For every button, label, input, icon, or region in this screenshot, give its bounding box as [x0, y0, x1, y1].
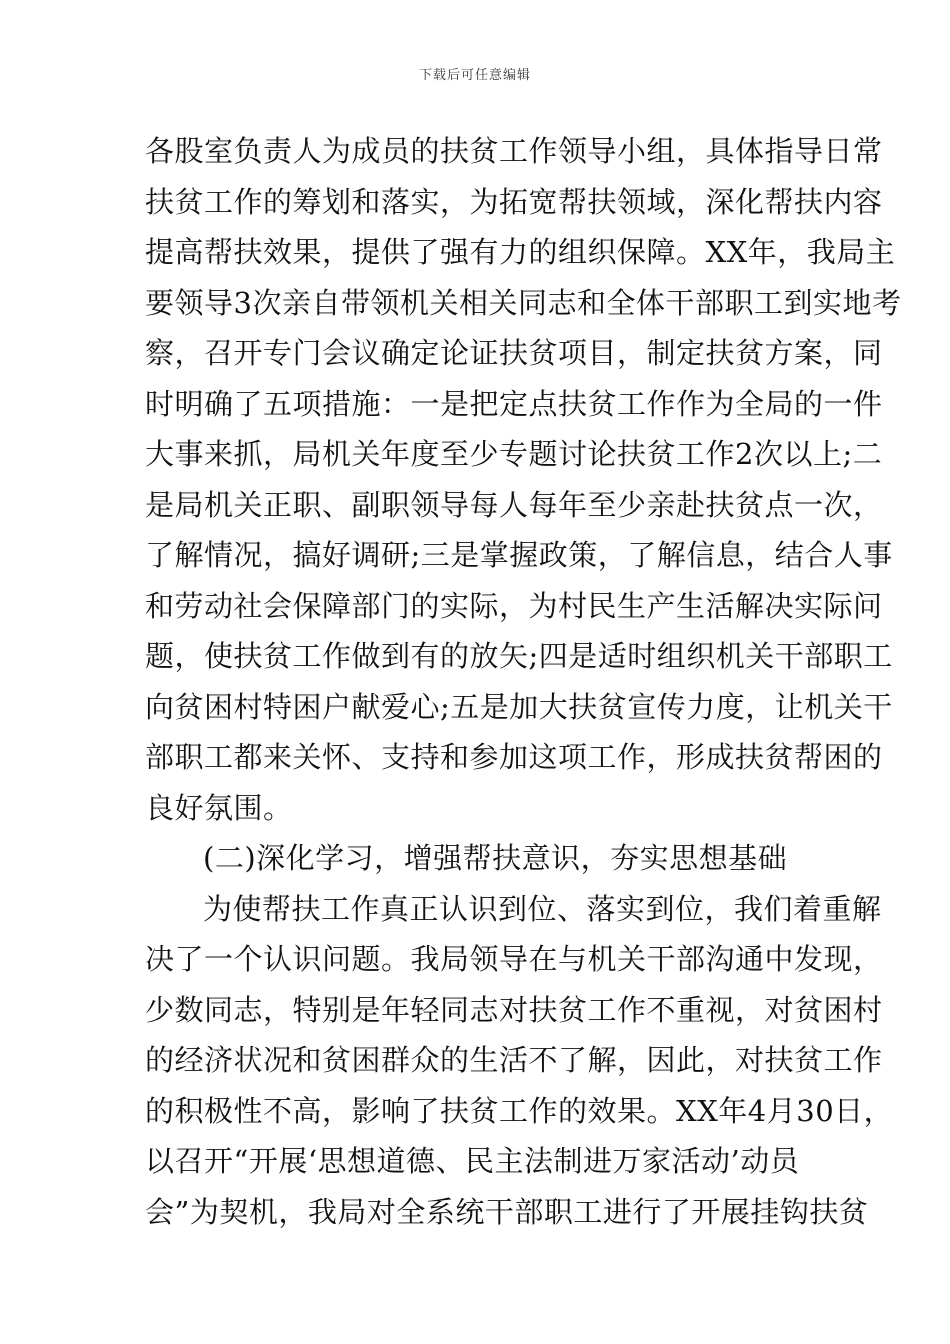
text-line: 时明确了五项措施：一是把定点扶贫工作作为全局的一件 [145, 386, 883, 421]
text-line: 各股室负责人为成员的扶贫工作领导小组，具体指导日常 [145, 134, 883, 168]
text-line: 为使帮扶工作真正认识到位、落实到位，我们着重解 [203, 891, 882, 926]
text-line: 提高帮扶效果，提供了强有力的组织保障。XX年，我局主 [145, 235, 896, 269]
text-line: 是局机关正职、副职领导每人每年至少亲赴扶贫点一次， [145, 487, 883, 522]
body-text [145, 126, 902, 1237]
text-line: 决了一个认识问题。我局领导在与机关干部沟通中发现， [145, 942, 883, 976]
text-line: 察，召开专门会议确定论证扶贫项目，制定扶贫方案，同 [145, 336, 883, 370]
text-line: 以召开“开展‘思想道德、民主法制进万家活动’动员 [145, 1144, 800, 1178]
text-line: 会”为契机，我局对全系统干部职工进行了开展挂钩扶贫 [145, 1194, 869, 1229]
text-line: 大事来抓，局机关年度至少专题讨论扶贫工作2次以上;二 [145, 437, 883, 471]
text-line: 扶贫工作的筹划和落实，为拓宽帮扶领域，深化帮扶内容 [145, 184, 883, 219]
text-line: 少数同志，特别是年轻同志对扶贫工作不重视，对贫困村 [145, 992, 883, 1027]
text-line: 的经济状况和贫困群众的生活不了解，因此，对扶贫工作 [145, 1043, 883, 1077]
text-line: 向贫困村特困户献爱心;五是加大扶贫宣传力度，让机关干 [145, 689, 893, 724]
text-line: 题，使扶贫工作做到有的放矢;四是适时组织机关干部职工 [145, 639, 893, 673]
text-line: 的积极性不高，影响了扶贫工作的效果。XX年4月30日， [145, 1093, 894, 1128]
header-note: 下载后可任意编辑 [418, 68, 531, 83]
text-line: 和劳动社会保障部门的实际，为村民生产生活解决实际问 [145, 588, 883, 623]
text-line: 良好氛围。 [145, 790, 293, 825]
text-line: 部职工都来关怀、支持和参加这项工作，形成扶贫帮困的 [145, 740, 883, 774]
section-heading: (二)深化学习，增强帮扶意识，夯实思想基础 [203, 841, 788, 875]
text-line: 要领导3次亲自带领机关相关同志和全体干部职工到实地考 [145, 285, 902, 320]
text-line: 了解情况，搞好调研;三是掌握政策，了解信息，结合人事 [145, 538, 893, 572]
